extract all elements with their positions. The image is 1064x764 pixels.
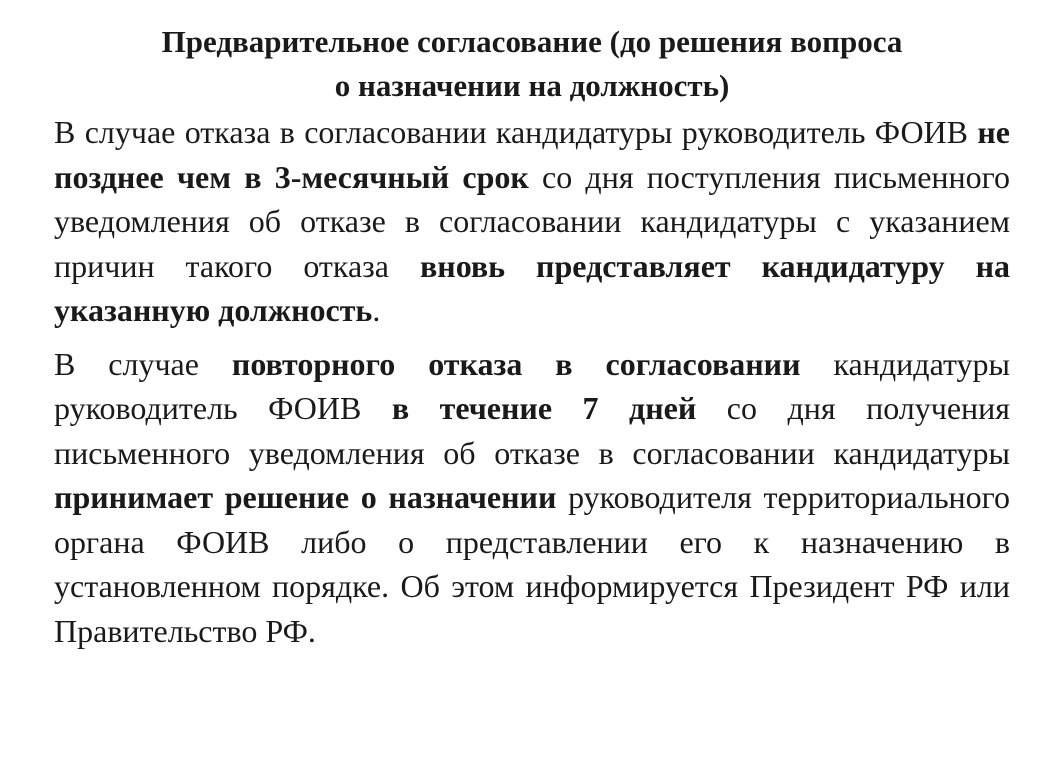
p2-bold-repeat-refusal: повторного отказа в согласовании [231, 345, 801, 382]
title-line-2: о назначении на должность) [334, 68, 730, 103]
p2-bold-deadline: в течение 7 дней [391, 390, 697, 426]
p2-bold-decision: принимает решение о назначении [54, 479, 557, 515]
p2-text-4: руководителя территориального органа ФОИВ либо о представлении его к назначению в установленном порядке. Об этом информируется Президент РФ или Правительство РФ. [54, 479, 1011, 649]
p1-bold-deadline: не позднее чем в 3-месячный срок [54, 114, 1010, 195]
paragraph-second-refusal [54, 342, 1010, 654]
p1-text-1: В случае отказа в согласовании кандидатуры руководитель ФОИВ [54, 114, 978, 150]
p2-text-2: кандидатуры руководитель ФОИВ [54, 345, 1010, 426]
title-line-1: Предварительное согласование (до решения вопроса [161, 24, 903, 59]
p2-text-3: со дня получения письменного уведомления об отказе в согласовании кандидатуры [54, 390, 1010, 471]
p1-bold-action: вновь представляет кандидатуру на указанную должность [54, 247, 1011, 328]
p2-text-1: В случае [54, 345, 232, 382]
p1-text-3: . [372, 292, 381, 328]
p1-text-2: со дня поступления письменного уведомления об отказе в согласовании кандидатуры с указанием причин такого отказа [54, 158, 1010, 284]
slide-title [54, 20, 1010, 108]
paragraph-first-refusal [54, 110, 1010, 333]
